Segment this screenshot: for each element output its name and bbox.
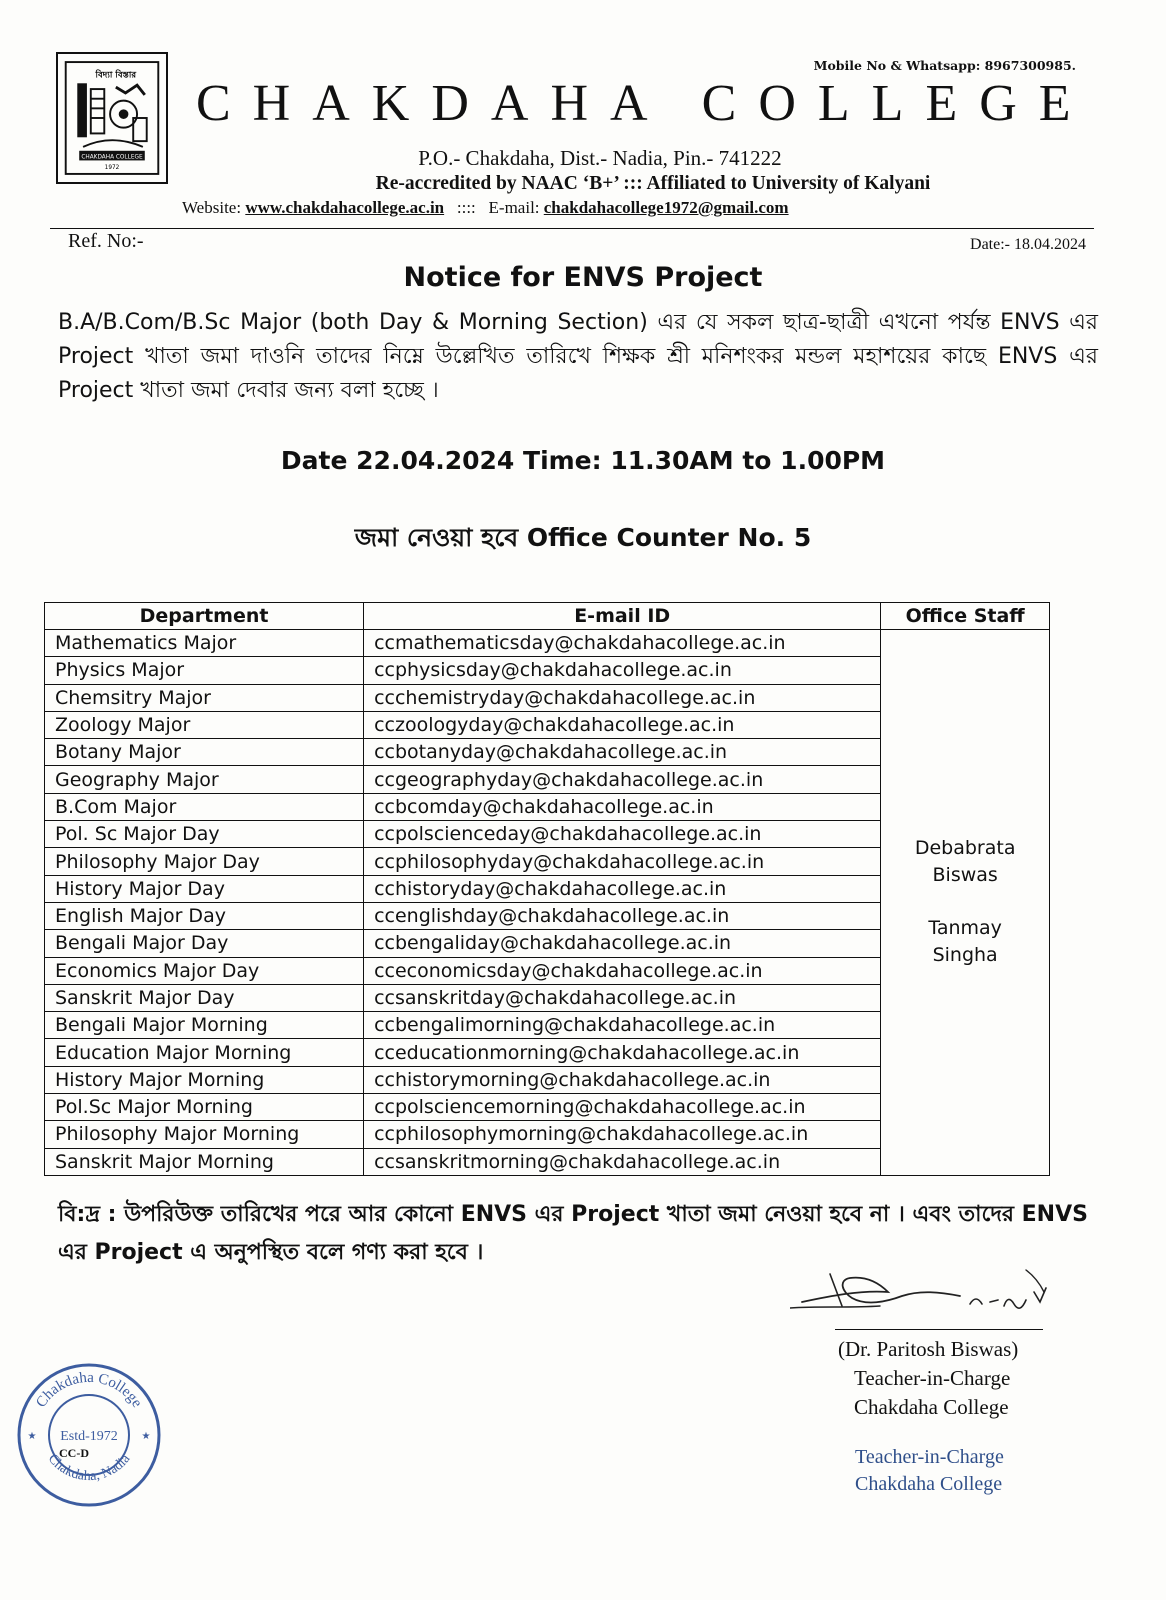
svg-text:CC-D: CC-D [59,1446,89,1460]
notice-paragraph: B.A/B.Com/B.Sc Major (both Day & Morning Section) এর যে সকল ছাত্র-ছাত্রী এখনো পর্যন্ত ENVS এর Project খাতা জমা দাওনি তাদের নিম্নে উল্লেখিত তারিখে শিক্ষক শ্রী মনিশংকর মন্ডল মহাশয়ের কাছে ENVS এর Project খাতা জমা দেবার জন্য বলা হচ্ছে । [58,310,1098,403]
staff-name: Tanmay [928,917,1002,940]
email-cell: cczoologyday@chakdahacollege.ac.in [364,711,881,738]
department-cell: Mathematics Major [45,630,364,657]
email-cell: ccphysicsday@chakdahacollege.ac.in [364,657,881,684]
department-cell: Sanskrit Major Day [45,984,364,1011]
college-address: P.O.- Chakdaha, Dist.- Nadia, Pin.- 741222 [418,146,782,170]
website-link[interactable]: www.chakdahacollege.ac.in [245,198,445,217]
svg-text:Chakdaha, Nadia: Chakdaha, Nadia [44,1451,134,1485]
email-cell: ccpolscienceday@chakdahacollege.ac.in [364,821,881,848]
mobile-number: Mobile No & Whatsapp: 8967300985. [813,58,1076,73]
staff-surname: Biswas [932,864,998,887]
department-cell: Bengali Major Day [45,930,364,957]
submission-schedule: Date 22.04.2024 Time: 11.30AM to 1.00PM [280,446,886,475]
department-cell: Economics Major Day [45,957,364,984]
department-cell: Botany Major [45,739,364,766]
department-cell: Philosophy Major Morning [45,1121,364,1148]
department-cell: Pol.Sc Major Morning [45,1094,364,1121]
email-cell: ccgeographyday@chakdahacollege.ac.in [364,766,881,793]
column-header-staff: Office Staff [881,603,1050,630]
svg-text:1972: 1972 [104,165,120,172]
department-cell: Pol. Sc Major Day [45,821,364,848]
signatory-title: Teacher-in-Charge [854,1366,1011,1390]
ref-number: Ref. No:- [68,230,144,252]
staff-gap [891,889,1039,915]
header-divider [50,228,1094,229]
email-cell: ccbotanyday@chakdahacollege.ac.in [364,739,881,766]
email-cell: ccmathematicsday@chakdahacollege.ac.in [364,630,881,657]
email-link[interactable]: chakdahacollege1972@gmail.com [543,198,789,217]
department-cell: History Major Morning [45,1066,364,1093]
email-cell: cchistoryday@chakdahacollege.ac.in [364,875,881,902]
college-name: CHAKDAHA COLLEGE [196,75,1093,132]
svg-text:★: ★ [27,1431,37,1442]
signature-line [835,1329,1043,1330]
department-cell: Chemsitry Major [45,684,364,711]
email-cell: cceducationmorning@chakdahacollege.ac.in [364,1039,881,1066]
department-cell: Education Major Morning [45,1039,364,1066]
department-cell: Philosophy Major Day [45,848,364,875]
office-staff-cell [881,630,1050,1176]
svg-text:CHAKDAHA COLLEGE: CHAKDAHA COLLEGE [81,154,143,161]
department-cell: Zoology Major [45,711,364,738]
table-row [45,630,1050,657]
svg-text:★: ★ [141,1431,151,1442]
email-cell: ccbengaliday@chakdahacollege.ac.in [364,930,881,957]
email-cell: ccphilosophymorning@chakdahacollege.ac.in [364,1121,881,1148]
stamp-org: Chakdaha College [855,1473,1003,1495]
column-header-email: E-mail ID [364,603,881,630]
college-seal [14,1360,164,1510]
department-cell: B.Com Major [45,793,364,820]
contact-line [182,198,789,218]
signatory-org: Chakdaha College [854,1395,1009,1419]
department-email-table [44,602,1050,1176]
issue-date: Date:- 18.04.2024 [970,236,1086,253]
submission-counter: জমা নেওয়া হবে Office Counter No. 5 [354,523,812,552]
accreditation-line: Re-accredited by NAAC ‘B+’ ::: Affiliated to University of Kalyani [375,173,931,194]
department-cell: Bengali Major Morning [45,1012,364,1039]
email-label: E-mail: [488,198,540,217]
signatory-block [838,1335,1018,1422]
department-cell: Geography Major [45,766,364,793]
notice-title: Notice for ENVS Project [403,262,763,293]
svg-text:Estd-1972: Estd-1972 [60,1429,118,1444]
email-cell: ccenglishday@chakdahacollege.ac.in [364,902,881,929]
department-cell: History Major Day [45,875,364,902]
email-cell: ccsanskritmorning@chakdahacollege.ac.in [364,1148,881,1175]
email-cell: ccbengalimorning@chakdahacollege.ac.in [364,1012,881,1039]
separator: :::: [456,198,476,217]
department-cell: English Major Day [45,902,364,929]
handwritten-signature [790,1262,1060,1328]
website-label: Website: [182,198,242,217]
staff-name: Debabrata [914,837,1016,860]
email-cell: ccbcomday@chakdahacollege.ac.in [364,793,881,820]
signatory-name: (Dr. Paritosh Biswas) [838,1337,1019,1361]
stamp-title: Teacher-in-Charge [855,1446,1004,1468]
column-header-department: Department [45,603,364,630]
table-header-row [45,603,1050,630]
email-cell: ccpolsciencemorning@chakdahacollege.ac.in [364,1094,881,1121]
email-cell: cceconomicsday@chakdahacollege.ac.in [364,957,881,984]
email-cell: ccchemistryday@chakdahacollege.ac.in [364,684,881,711]
email-cell: ccsanskritday@chakdahacollege.ac.in [364,984,881,1011]
footnote: বি:দ্র : উপরিউক্ত তারিখের পরে আর কোনো ENVS এর Project খাতা জমা নেওয়া হবে না । এবং তাদের ENVS এর Project এ অনুপস্থিত বলে গণ্য করা হবে । [58,1202,1088,1265]
email-cell: ccphilosophyday@chakdahacollege.ac.in [364,848,881,875]
email-cell: cchistorymorning@chakdahacollege.ac.in [364,1066,881,1093]
svg-text:Chakdaha College: Chakdaha College [33,1369,145,1411]
department-cell: Sanskrit Major Morning [45,1148,364,1175]
svg-text:বিদ্যা বিস্তার: বিদ্যা বিস্তার [95,70,137,81]
staff-surname: Singha [932,944,998,967]
designation-stamp [855,1444,1004,1498]
department-cell: Physics Major [45,657,364,684]
